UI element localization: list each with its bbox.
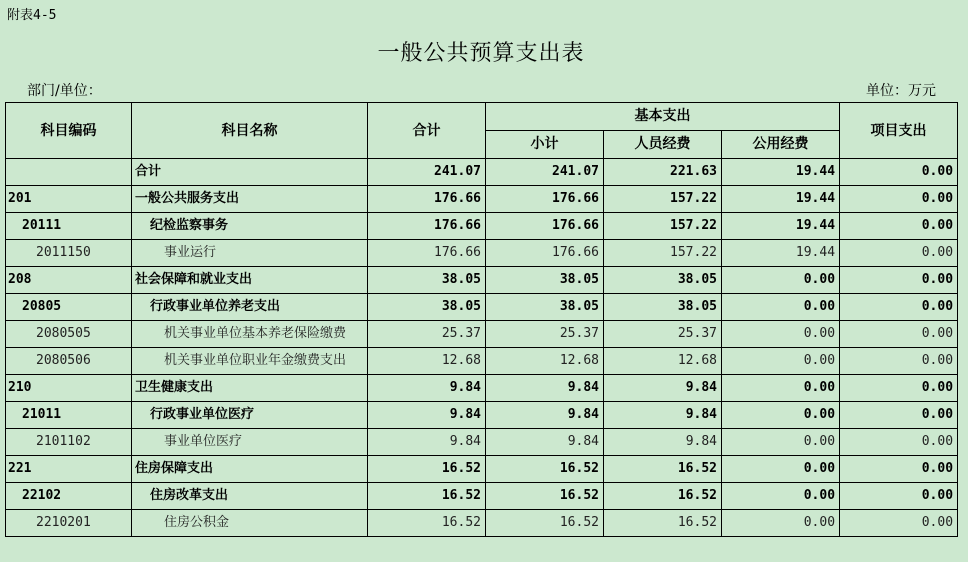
header-code: 科目编码 [6,103,132,159]
cell-total[interactable]: 9.84 [368,375,486,402]
cell-total[interactable]: 9.84 [368,402,486,429]
header-name: 科目名称 [132,103,368,159]
cell-subtotal[interactable]: 16.52 [486,456,604,483]
cell-total[interactable]: 16.52 [368,456,486,483]
cell-name[interactable]: 一般公共服务支出 [132,186,368,213]
cell-name[interactable]: 住房公积金 [132,510,368,537]
table-row[interactable] [6,402,958,429]
cell-project[interactable]: 0.00 [840,159,958,186]
table-row[interactable] [6,267,958,294]
cell-personnel[interactable]: 12.68 [604,348,722,375]
cell-total[interactable]: 25.37 [368,321,486,348]
cell-public[interactable]: 0.00 [722,510,840,537]
cell-code[interactable] [6,159,132,186]
cell-public[interactable]: 0.00 [722,402,840,429]
expenditure-table-container [5,102,957,537]
cell-public[interactable]: 0.00 [722,348,840,375]
cell-personnel[interactable]: 38.05 [604,294,722,321]
cell-name[interactable]: 事业运行 [132,240,368,267]
cell-public[interactable]: 0.00 [722,267,840,294]
cell-personnel[interactable]: 157.22 [604,186,722,213]
cell-subtotal[interactable]: 9.84 [486,402,604,429]
cell-code[interactable]: 21011 [6,402,132,429]
cell-personnel[interactable]: 16.52 [604,456,722,483]
cell-total[interactable]: 176.66 [368,186,486,213]
cell-name[interactable]: 事业单位医疗 [132,429,368,456]
cell-name[interactable]: 合计 [132,159,368,186]
cell-project[interactable]: 0.00 [840,240,958,267]
cell-name[interactable]: 机关事业单位基本养老保险缴费 [132,321,368,348]
cell-project[interactable]: 0.00 [840,456,958,483]
table-row[interactable] [6,456,958,483]
cell-subtotal[interactable]: 9.84 [486,375,604,402]
cell-personnel[interactable]: 38.05 [604,267,722,294]
cell-subtotal[interactable]: 16.52 [486,483,604,510]
doc-code: 附表4-5 [7,8,57,23]
cell-personnel[interactable]: 16.52 [604,510,722,537]
cell-code[interactable]: 20805 [6,294,132,321]
cell-personnel[interactable]: 9.84 [604,402,722,429]
cell-code[interactable]: 208 [6,267,132,294]
cell-subtotal[interactable]: 16.52 [486,510,604,537]
cell-personnel[interactable]: 16.52 [604,483,722,510]
cell-total[interactable]: 176.66 [368,213,486,240]
cell-project[interactable]: 0.00 [840,483,958,510]
cell-personnel[interactable]: 157.22 [604,213,722,240]
cell-code[interactable]: 22102 [6,483,132,510]
cell-subtotal[interactable]: 176.66 [486,186,604,213]
cell-code[interactable]: 20111 [6,213,132,240]
cell-name[interactable]: 行政事业单位养老支出 [132,294,368,321]
cell-personnel[interactable]: 157.22 [604,240,722,267]
table-row[interactable] [6,510,958,537]
table-row[interactable] [6,375,958,402]
table-body [6,159,958,537]
cell-project[interactable]: 0.00 [840,402,958,429]
cell-code[interactable]: 210 [6,375,132,402]
table-row[interactable] [6,483,958,510]
header-personnel: 人员经费 [604,131,722,159]
table-row[interactable] [6,348,958,375]
cell-total[interactable]: 12.68 [368,348,486,375]
cell-project[interactable]: 0.00 [840,213,958,240]
cell-public[interactable]: 0.00 [722,294,840,321]
cell-personnel[interactable]: 9.84 [604,375,722,402]
cell-public[interactable]: 19.44 [722,213,840,240]
cell-subtotal[interactable]: 176.66 [486,213,604,240]
cell-total[interactable]: 16.52 [368,510,486,537]
cell-total[interactable]: 38.05 [368,294,486,321]
header-basic: 基本支出 [486,103,840,131]
cell-name[interactable]: 机关事业单位职业年金缴费支出 [132,348,368,375]
cell-code[interactable]: 2080506 [6,348,132,375]
cell-code[interactable]: 2210201 [6,510,132,537]
page-title: 一般公共预算支出表 [377,41,585,66]
cell-project[interactable]: 0.00 [840,321,958,348]
cell-name[interactable]: 社会保障和就业支出 [132,267,368,294]
cell-project[interactable]: 0.00 [840,375,958,402]
cell-public[interactable]: 0.00 [722,375,840,402]
header-row-1 [6,103,958,131]
cell-project[interactable]: 0.00 [840,267,958,294]
cell-project[interactable]: 0.00 [840,510,958,537]
cell-code[interactable]: 201 [6,186,132,213]
table-row[interactable] [6,240,958,267]
cell-subtotal[interactable]: 38.05 [486,267,604,294]
cell-total[interactable]: 9.84 [368,429,486,456]
cell-project[interactable]: 0.00 [840,429,958,456]
cell-public[interactable]: 0.00 [722,429,840,456]
cell-code[interactable]: 2080505 [6,321,132,348]
header-subtotal: 小计 [486,131,604,159]
table-row[interactable] [6,159,958,186]
cell-personnel[interactable]: 9.84 [604,429,722,456]
header-public: 公用经费 [722,131,840,159]
table-row[interactable] [6,321,958,348]
cell-total[interactable]: 176.66 [368,240,486,267]
cell-subtotal[interactable]: 241.07 [486,159,604,186]
table-row[interactable] [6,213,958,240]
header-project: 项目支出 [840,103,958,159]
cell-project[interactable]: 0.00 [840,294,958,321]
cell-public[interactable]: 0.00 [722,456,840,483]
table-row[interactable] [6,294,958,321]
table-row[interactable] [6,429,958,456]
cell-name[interactable]: 卫生健康支出 [132,375,368,402]
cell-public[interactable]: 0.00 [722,321,840,348]
cell-subtotal[interactable]: 9.84 [486,429,604,456]
cell-total[interactable]: 38.05 [368,267,486,294]
cell-name[interactable]: 住房保障支出 [132,456,368,483]
cell-name[interactable]: 住房改革支出 [132,483,368,510]
cell-name[interactable]: 纪检监察事务 [132,213,368,240]
cell-personnel[interactable]: 221.63 [604,159,722,186]
cell-public[interactable]: 19.44 [722,186,840,213]
cell-personnel[interactable]: 25.37 [604,321,722,348]
unit-label: 单位：万元 [866,83,936,99]
cell-project[interactable]: 0.00 [840,186,958,213]
header-total: 合计 [368,103,486,159]
cell-subtotal[interactable]: 12.68 [486,348,604,375]
cell-public[interactable]: 19.44 [722,159,840,186]
dept-label: 部门/单位： [27,83,102,99]
cell-subtotal[interactable]: 25.37 [486,321,604,348]
table-row[interactable] [6,186,958,213]
cell-subtotal[interactable]: 38.05 [486,294,604,321]
cell-code[interactable]: 2101102 [6,429,132,456]
expenditure-table [5,102,958,537]
cell-subtotal[interactable]: 176.66 [486,240,604,267]
cell-public[interactable]: 0.00 [722,483,840,510]
cell-total[interactable]: 241.07 [368,159,486,186]
cell-project[interactable]: 0.00 [840,348,958,375]
cell-code[interactable]: 221 [6,456,132,483]
cell-code[interactable]: 2011150 [6,240,132,267]
cell-public[interactable]: 19.44 [722,240,840,267]
cell-name[interactable]: 行政事业单位医疗 [132,402,368,429]
cell-total[interactable]: 16.52 [368,483,486,510]
